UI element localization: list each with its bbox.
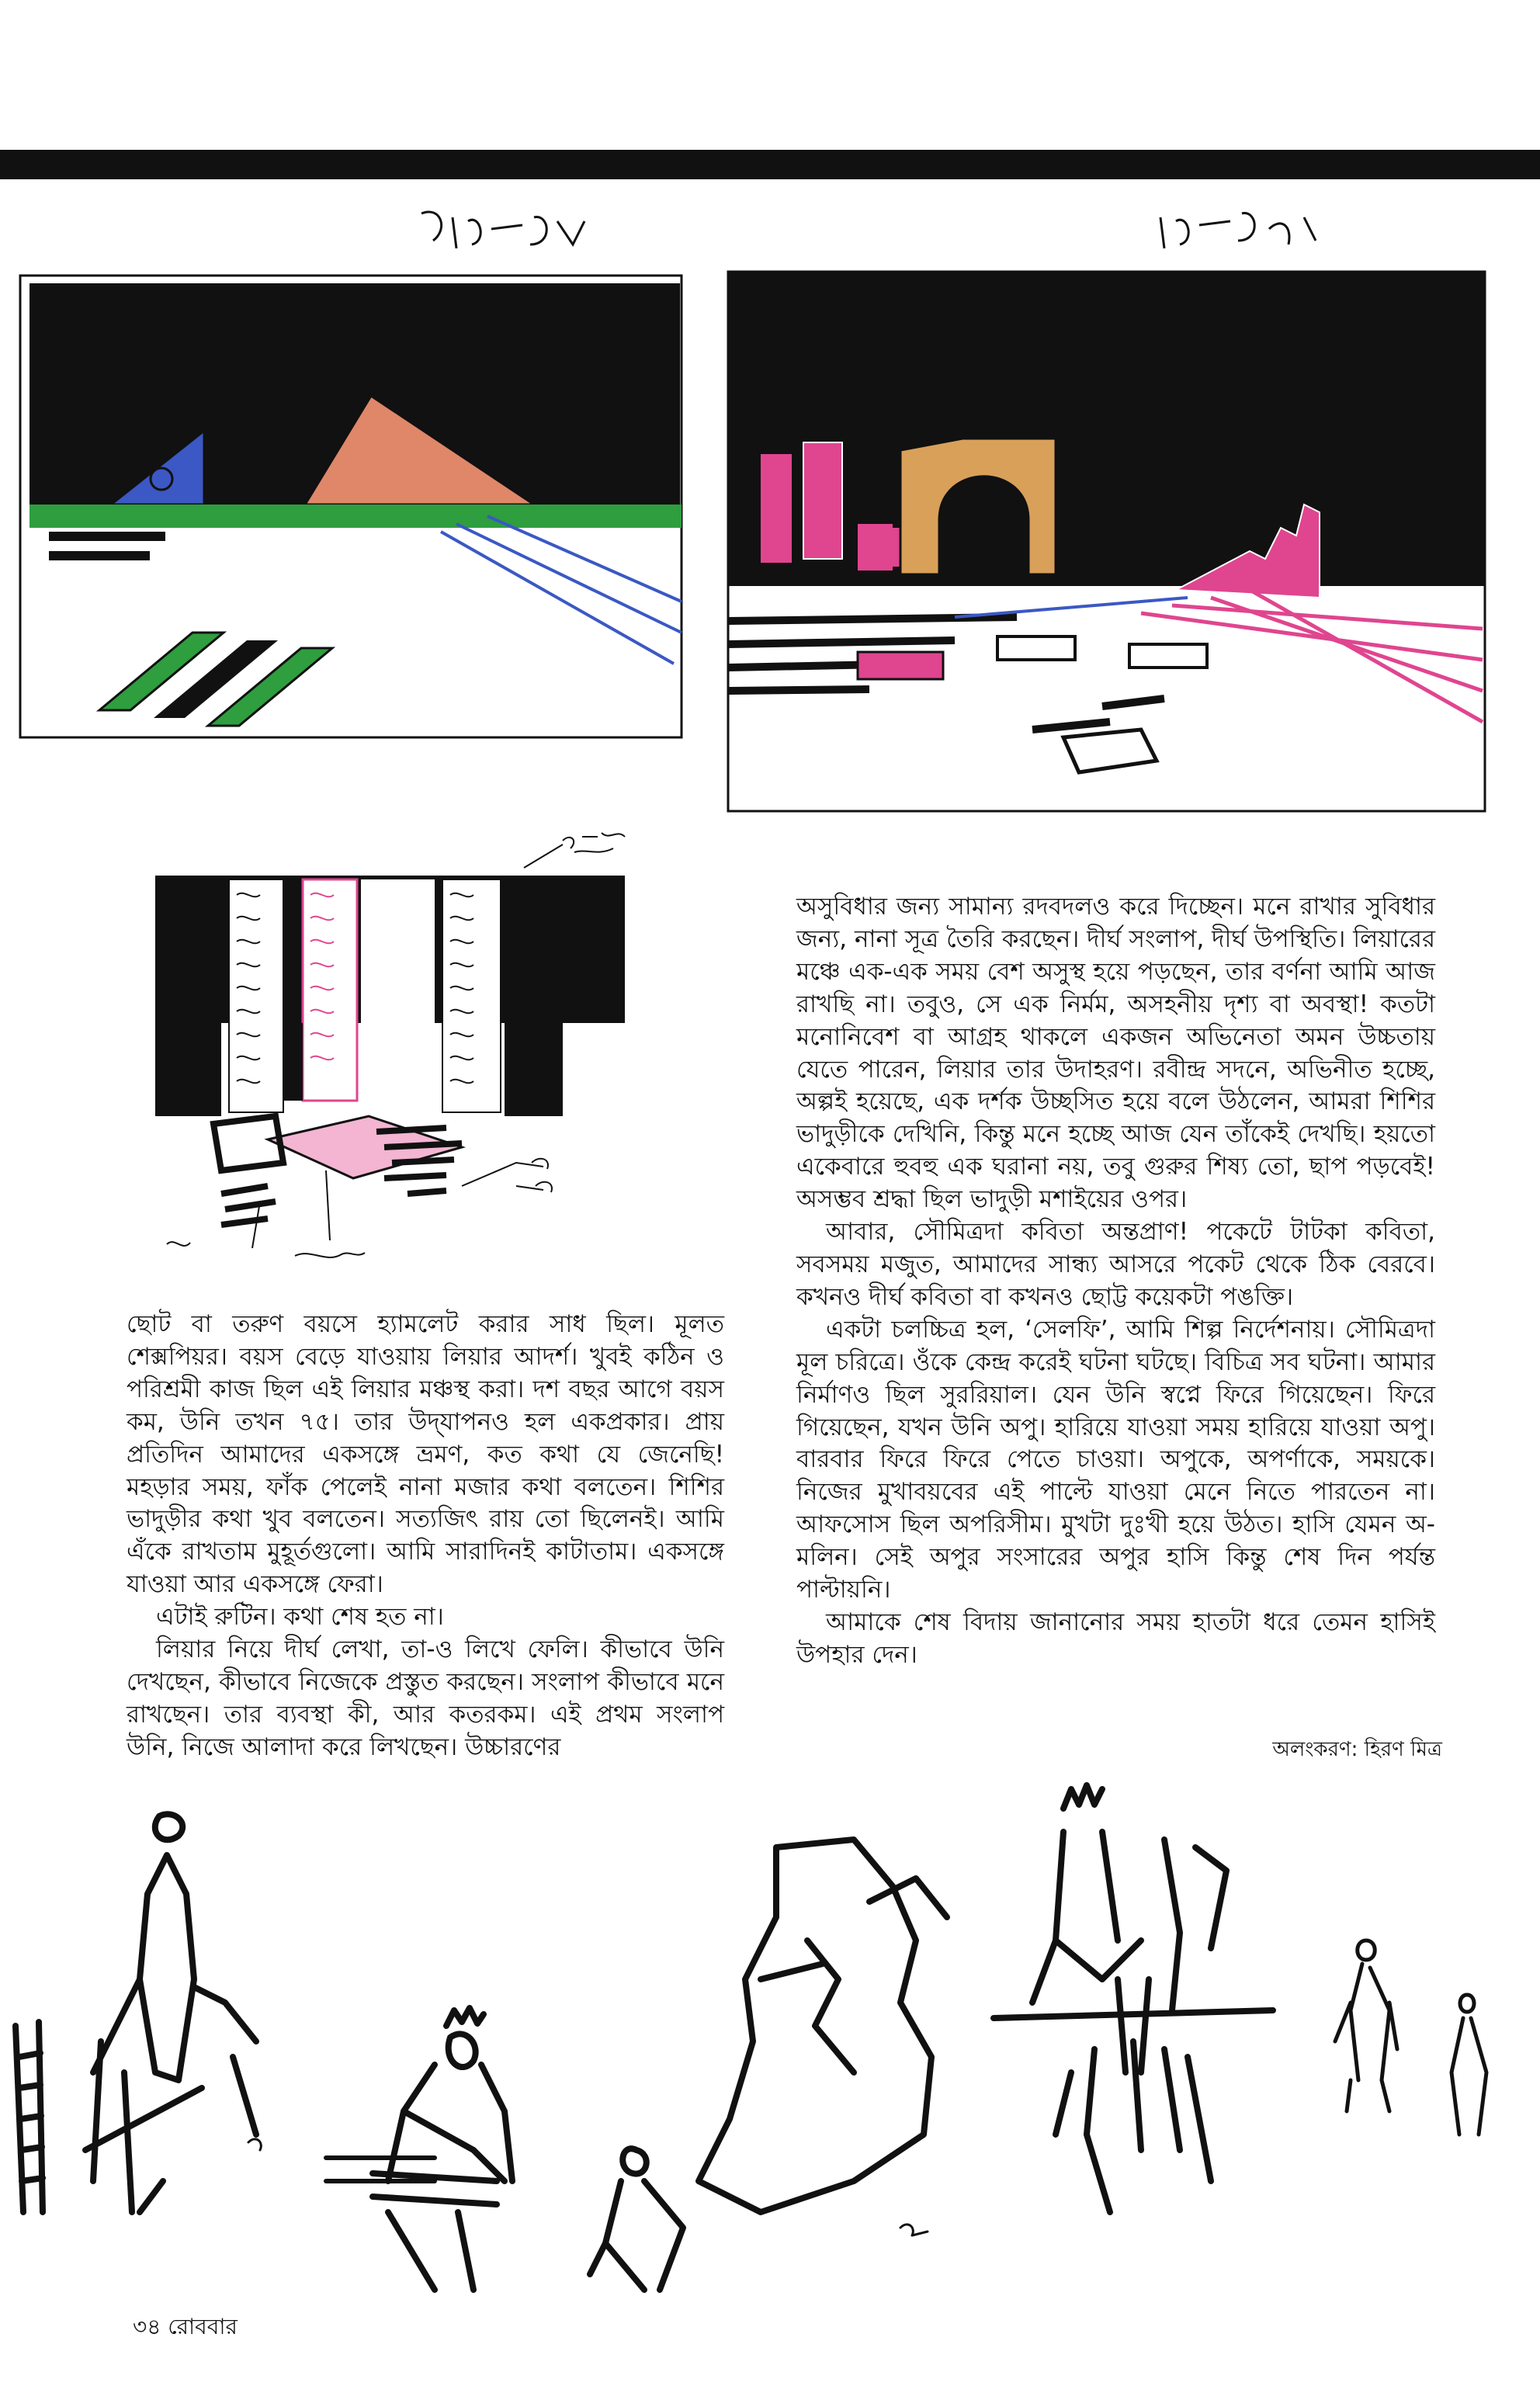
figure-sketch-standing [85, 1814, 261, 2212]
paragraph: লিয়ার নিয়ে দীর্ঘ লেখা, তা-ও লিখে ফেলি। কীভাবে উনি দেখছেন, কীভাবে নিজেকে প্রস্তুত করছেন। সংলাপ কীভাবে মনে রাখছেন। তার ব্যবস্থা কী, আর কতরকম। এই প্রথম সংলাপ উনি, নিজে আলাদা করে লিখছেন। উচ্চারণের [127, 1635, 724, 1761]
article-column-left [127, 1309, 724, 1764]
figure-sketch-right-figures [1335, 1940, 1486, 2135]
figure-sketch-ladder [16, 2022, 43, 2212]
stage-sketch-triangles [6, 198, 699, 803]
illustration-credit: অলংকরণ: হিরণ মিত্র [1272, 1738, 1442, 1761]
paragraph: আবার, সৌমিত্রদা কবিতা অন্তপ্রাণ! পকেটে টাটকা কবিতা, সবসময় মজুত, আমাদের সান্ধ্য আসরে পকেট থেকে ঠিক বেরবে। কখনও দীর্ঘ কবিতা বা কখনও ছোট্ট কয়েকটা পঙক্তি। [796, 1218, 1435, 1311]
stage-sketch-screens [151, 821, 714, 1287]
article-column-right [796, 891, 1435, 1672]
page-footer: ৩৪ রোববার [133, 2314, 238, 2339]
figure-sketch-kneeling [590, 2148, 683, 2290]
header-bar [0, 150, 1540, 179]
handwritten-caption-2 [1160, 213, 1316, 248]
handwritten-caption-3 [524, 833, 625, 868]
paragraph: এটাই রুটিন। কথা শেষ হত না। [156, 1603, 444, 1632]
paragraph: আমাকে শেষ বিদায় জানানোর সময় হাতটা ধরে তেমন হাসিই উপহার দেন। [796, 1607, 1435, 1669]
paragraph: একটা চলচ্চিত্র হল, ‘সেলফি’, আমি শিল্প নির্দেশনায়। সৌমিত্রদা মূল চরিত্রে। ওঁকে কেন্দ্র করেই ঘটনা ঘটছে। বিচিত্র সব ঘটনা। আমার নির্মাণও ছিল সুররিয়াল। যেন উনি স্বপ্নে ফিরে গিয়েছেন। ফিরে গিয়েছেন, যখন উনি অপু। হারিয়ে যাওয়া সময় হারিয়ে যাওয়া অপু। বারবার ফিরে ফিরে পেতে চাওয়া। অপুকে, অপর্ণাকে, সময়কে। নিজের মুখাবয়বের এই পাল্টে যাওয়া মেনে নিতে পারতেন না। আফসোস ছিল অপরিসীম। মুখটা দুঃখী হয়ে উঠত। হাসি যেমন অ-মলিন। সেই অপুর সংসারের অপুর হাসি কিন্তু শেষ দিন পর্যন্ত পাল্টায়নি। [796, 1315, 1435, 1604]
paragraph: ছোট বা তরুণ বয়সে হ্যামলেট করার সাধ ছিল। মূলত শেক্সপিয়র। বয়স বেড়ে যাওয়ায় লিয়ার আদর্শ। খুবই কঠিন ও পরিশ্রমী কাজ ছিল এই লিয়ার মঞ্চস্থ করা। দশ বছর আগে বয়স কম, উনি তখন ৭৫। তার উদ্‌যাপনও হল একপ্রকার। প্রায় প্রতিদিন আমাদের একসঙ্গে ভ্রমণ, কত কথা যে জেনেছি! মহড়ার সময়, ফাঁক পেলেই নানা মজার কথা বলতেন। শিশির ভাদুড়ীর কথা খুব বলতেন। সত্যজিৎ রায় তো ছিলেনই। আমি এঁকে রাখতাম মুহূর্তগুলো। আমি সারাদিনই কাটাতাম। একসঙ্গে যাওয়া আর একসঙ্গে ফেরা। [127, 1310, 724, 1599]
figure-sketch-bearded-figure [699, 1840, 947, 2235]
figure-sketches [0, 1746, 1540, 2298]
handwritten-caption-1 [421, 212, 584, 248]
figure-sketch-pair [994, 1785, 1273, 2212]
paragraph: অসুবিধার জন্য সামান্য রদবদলও করে দিচ্ছেন। মনে রাখার সুবিধার জন্য, নানা সূত্র তৈরি করছেন। দীর্ঘ সংলাপ, দীর্ঘ উপস্থিতি। লিয়ারের মঞ্চে এক-এক সময় বেশ অসুস্থ হয়ে পড়ছেন, তার বর্ণনা আমি আজ রাখছি না। তবুও, সে এক নির্মম, অসহনীয় দৃশ্য বা অবস্থা! কতটা মনোনিবেশ বা আগ্রহ থাকলে একজন অভিনেতা অমন উচ্চতায় যেতে পারেন, লিয়ার তার উদাহরণ। রবীন্দ্র সদনে, অভিনীত হচ্ছে, অল্পই হয়েছে, এক দর্শক উচ্ছসিত হয়ে বলে উঠলেন, আমরা শিশির ভাদুড়ীকে দেখিনি, কিন্তু মনে হচ্ছে আজ যেন তাঁকেই দেখছি। হয়তো একেবারে হুবহু এক ঘরানা নয়, তবু গুরুর শিষ্য তো, ছাপ পড়বেই! অসম্ভব শ্রদ্ধা ছিল ভাদুড়ী মশাইয়ের ওপর। [796, 893, 1435, 1214]
figure-sketch-seated-king [326, 2008, 512, 2290]
stage-sketch-arch [706, 194, 1534, 897]
